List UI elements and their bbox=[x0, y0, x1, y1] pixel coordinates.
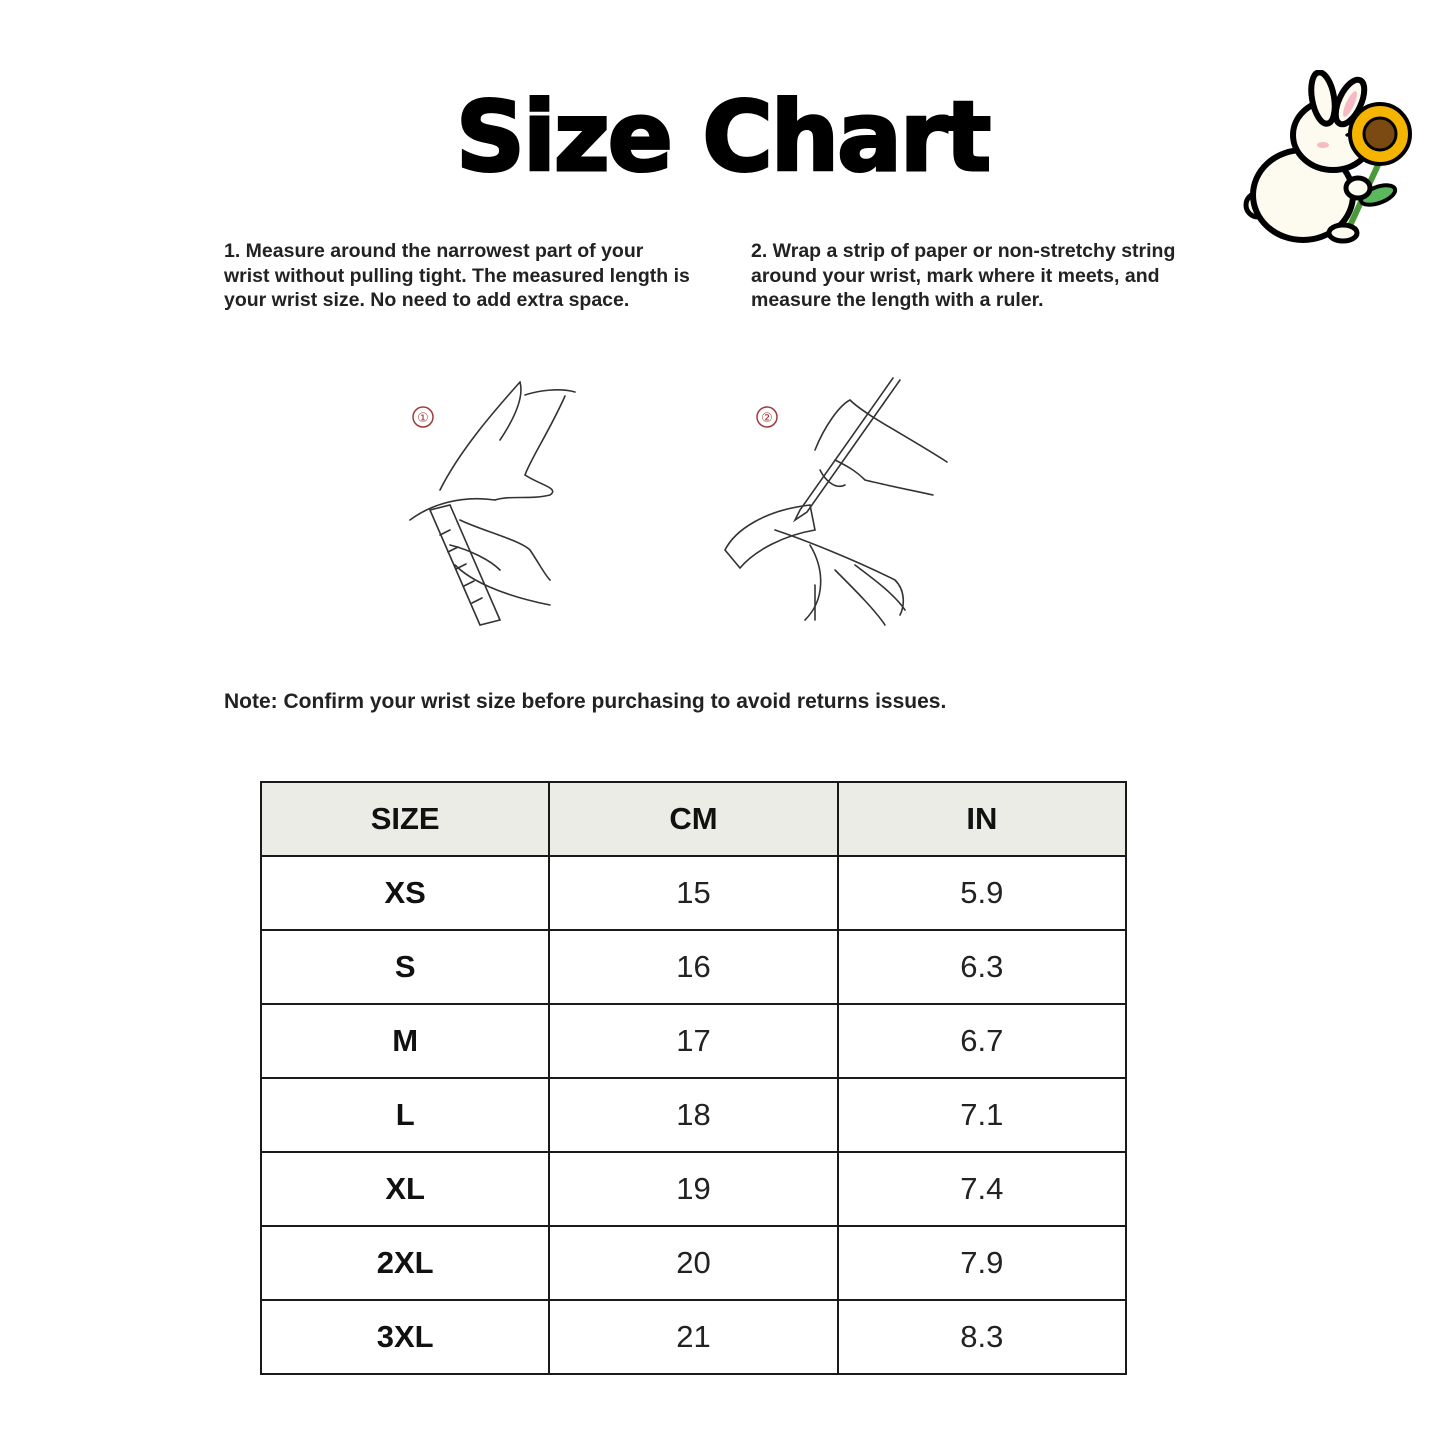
header-size: SIZE bbox=[261, 782, 549, 856]
cm-cell: 19 bbox=[549, 1152, 837, 1226]
size-cell: S bbox=[261, 930, 549, 1004]
size-chart-table bbox=[260, 781, 1127, 1375]
table-row bbox=[261, 930, 1126, 1004]
table-row bbox=[261, 1300, 1126, 1374]
size-cell: M bbox=[261, 1004, 549, 1078]
page-title: Size Chart bbox=[455, 81, 990, 193]
header-in: IN bbox=[838, 782, 1126, 856]
cm-cell: 15 bbox=[549, 856, 837, 930]
size-cell: XL bbox=[261, 1152, 549, 1226]
in-cell: 7.9 bbox=[838, 1226, 1126, 1300]
cm-cell: 17 bbox=[549, 1004, 837, 1078]
step-2-marker: ② bbox=[761, 411, 773, 426]
size-cell: L bbox=[261, 1078, 549, 1152]
size-cell: 3XL bbox=[261, 1300, 549, 1374]
instruction-step-2: 2. Wrap a strip of paper or non-stretchy string around your wrist, mark where it meets, and measure the length with a ruler. bbox=[751, 240, 1176, 311]
header-cm: CM bbox=[549, 782, 837, 856]
purchase-note: Note: Confirm your wrist size before purchasing to avoid returns issues. bbox=[224, 690, 947, 713]
cm-cell: 21 bbox=[549, 1300, 837, 1374]
cm-cell: 18 bbox=[549, 1078, 837, 1152]
wrist-measuring-tape-illustration bbox=[400, 370, 600, 640]
table-header-row bbox=[261, 782, 1126, 856]
instruction-step-1: 1. Measure around the narrowest part of your wrist without pulling tight. The measured length is your wrist size. No need to add extra space. bbox=[224, 240, 690, 311]
table-row bbox=[261, 856, 1126, 930]
cm-cell: 20 bbox=[549, 1226, 837, 1300]
in-cell: 5.9 bbox=[838, 856, 1126, 930]
in-cell: 8.3 bbox=[838, 1300, 1126, 1374]
in-cell: 6.7 bbox=[838, 1004, 1126, 1078]
bunny-sunflower-icon bbox=[1238, 70, 1418, 245]
table-row bbox=[261, 1004, 1126, 1078]
table-row bbox=[261, 1226, 1126, 1300]
wrist-paper-strip-illustration bbox=[715, 370, 955, 640]
size-cell: 2XL bbox=[261, 1226, 549, 1300]
step-1-marker: ① bbox=[417, 411, 429, 426]
table-row bbox=[261, 1152, 1126, 1226]
in-cell: 7.4 bbox=[838, 1152, 1126, 1226]
table-row bbox=[261, 1078, 1126, 1152]
size-cell: XS bbox=[261, 856, 549, 930]
in-cell: 6.3 bbox=[838, 930, 1126, 1004]
cm-cell: 16 bbox=[549, 930, 837, 1004]
in-cell: 7.1 bbox=[838, 1078, 1126, 1152]
